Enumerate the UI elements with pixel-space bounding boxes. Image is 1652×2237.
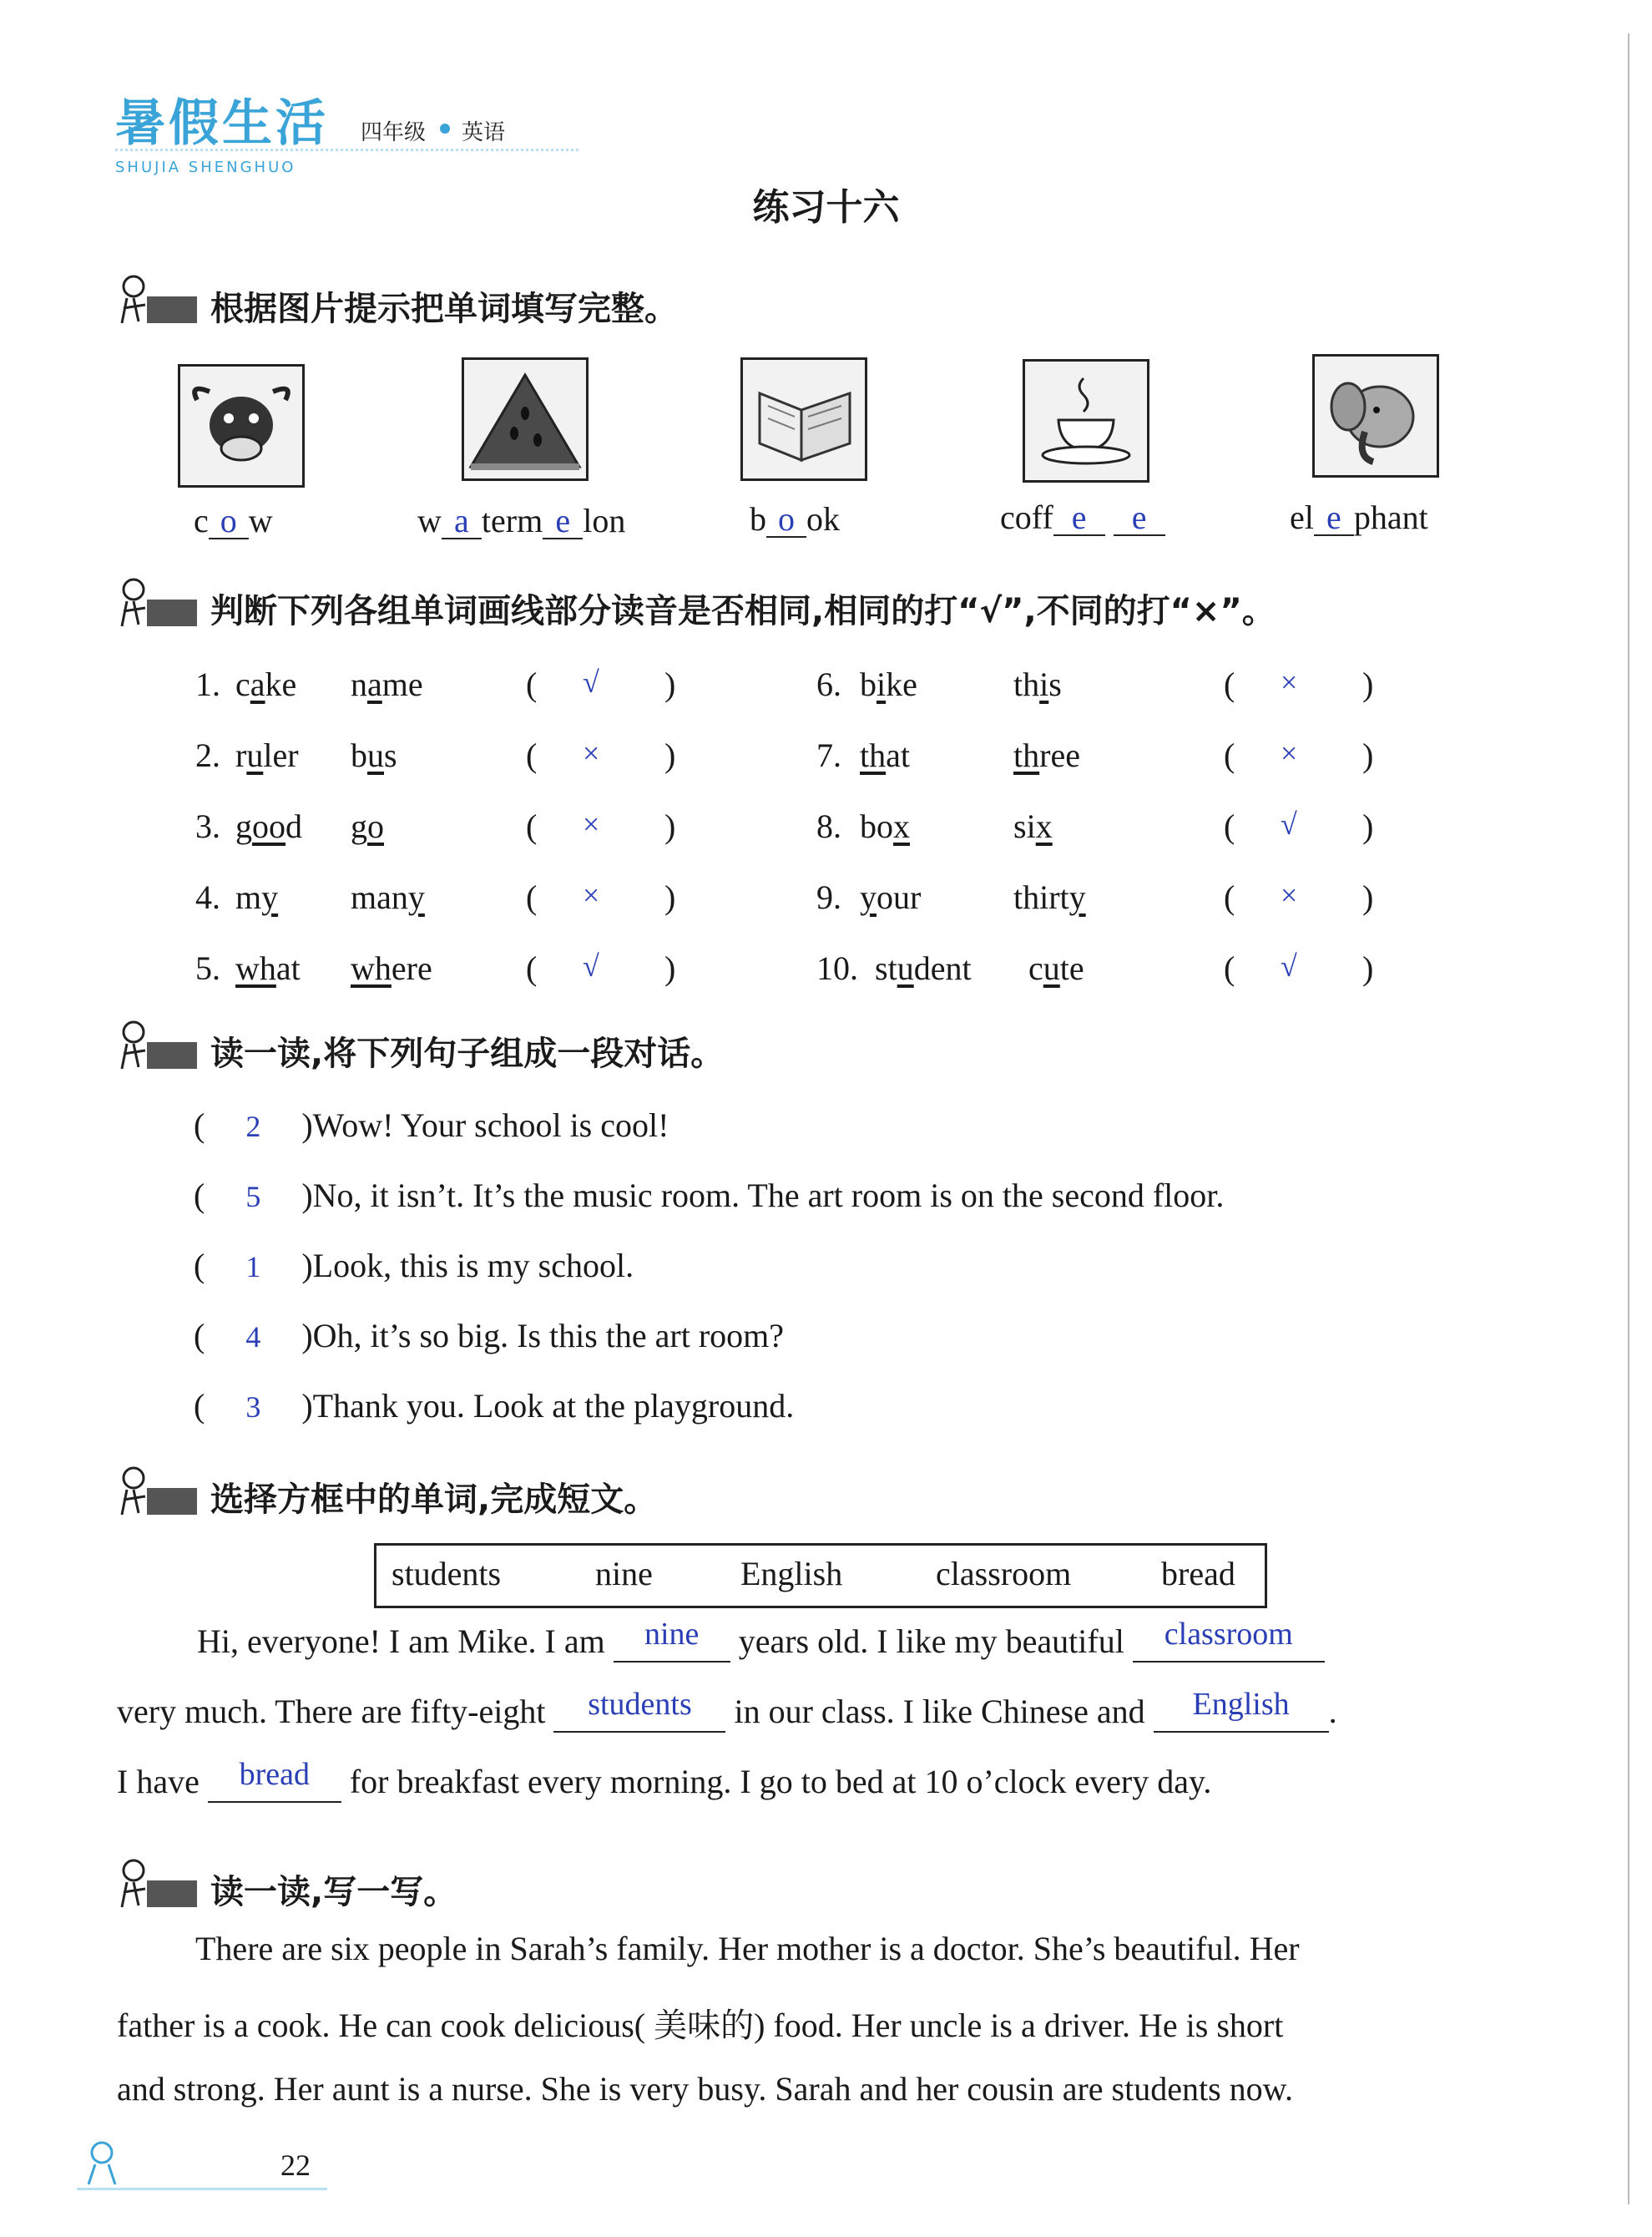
passage-line-2: very much. There are fifty-eight students in our class. I like Chinese and English . <box>117 1692 1337 1733</box>
watermelon-image <box>462 357 589 481</box>
reading-kid-icon <box>115 574 199 633</box>
header-divider <box>115 149 578 151</box>
word-1: my <box>235 878 279 916</box>
reading-line-1: There are six people in Sarah’s family. Her mother is a doctor. She’s beautiful. Her <box>195 1930 1300 1967</box>
paren-close: ) <box>301 1106 313 1144</box>
word-2: bus <box>351 736 397 774</box>
paren-open: ( <box>194 1317 205 1354</box>
blank-input[interactable]: e <box>1114 501 1165 536</box>
item-number: 9. <box>816 878 841 916</box>
word-2: where <box>351 949 432 987</box>
answer-mark[interactable]: √ <box>1281 949 1297 983</box>
spell-cow: c o w <box>194 502 273 539</box>
word-1: good <box>235 807 302 845</box>
item-number: 3. <box>195 807 220 845</box>
word-bank <box>374 1543 1267 1608</box>
paren-open: ( <box>526 949 538 987</box>
order-answer[interactable]: 3 <box>245 1390 261 1424</box>
item-number: 1. <box>195 666 220 703</box>
page-title: 练习十六 <box>752 186 900 229</box>
blank-input[interactable]: e <box>1314 501 1354 536</box>
word-1: bike <box>860 666 917 703</box>
answer-mark[interactable]: √ <box>583 949 599 983</box>
paren-close: ) <box>301 1317 313 1354</box>
item-number: 6. <box>816 666 841 703</box>
section5-instruction: 读一读,写一写。 <box>210 1873 457 1911</box>
paren-close: ) <box>1362 878 1374 916</box>
coffee-icon <box>1025 362 1147 480</box>
answer-mark[interactable]: √ <box>1281 807 1297 841</box>
grade-label: 四年级 <box>361 120 427 145</box>
item-number: 5. <box>195 949 220 987</box>
paren-close: ) <box>664 878 676 916</box>
section4-instruction: 选择方框中的单词,完成短文。 <box>210 1480 658 1519</box>
answer-mark[interactable]: × <box>583 878 600 912</box>
item-number: 2. <box>195 736 220 774</box>
spell-book: b o ok <box>750 500 840 538</box>
brand-pinyin: SHUJIA SHENGHUO <box>115 159 296 176</box>
paren-close: ) <box>1362 807 1374 845</box>
word-bank-item: students <box>392 1555 502 1592</box>
coffee-image <box>1023 359 1149 483</box>
answer-blank[interactable]: classroom <box>1133 1624 1325 1663</box>
word-1: student <box>875 949 972 987</box>
paren-close: ) <box>1362 666 1374 703</box>
book-icon <box>743 360 865 478</box>
dialogue-text: Look, this is my school. <box>312 1247 634 1284</box>
paren-close: ) <box>301 1177 313 1214</box>
item-number: 8. <box>816 807 841 845</box>
paren-close: ) <box>664 736 676 774</box>
word-1: cake <box>235 666 297 703</box>
book-image <box>740 357 867 481</box>
dialogue-row <box>194 1106 669 1145</box>
footer-line <box>77 2188 327 2190</box>
paren-open: ( <box>1224 666 1235 703</box>
paren-open: ( <box>1224 878 1235 916</box>
passage-line-1: Hi, everyone! I am Mike. I am nine years old. I like my beautiful classroom <box>197 1622 1325 1663</box>
elephant-image <box>1312 354 1439 478</box>
section1-instruction: 根据图片提示把单词填写完整。 <box>210 290 678 328</box>
section2-instruction: 判断下列各组单词画线部分读音是否相同,相同的打“√”,不同的打“×”。 <box>210 592 1276 630</box>
paren-open: ( <box>194 1177 205 1214</box>
subject-label: 英语 <box>462 120 506 145</box>
word-bank-item: English <box>740 1555 843 1592</box>
answer-mark[interactable]: √ <box>583 666 599 699</box>
answer-mark[interactable]: × <box>1281 736 1298 770</box>
answer-blank[interactable]: students <box>553 1694 725 1733</box>
answer-mark[interactable]: × <box>583 807 600 841</box>
word-2: go <box>351 807 384 845</box>
word-1: that <box>860 736 910 774</box>
paren-open: ( <box>526 736 538 774</box>
answer-blank[interactable]: English <box>1154 1694 1329 1733</box>
order-answer[interactable]: 2 <box>245 1110 261 1143</box>
paren-open: ( <box>1224 949 1235 987</box>
elephant-icon <box>1315 357 1437 475</box>
paren-close: ) <box>664 807 676 845</box>
item-number: 7. <box>816 736 841 774</box>
paren-close: ) <box>1362 949 1374 987</box>
answer-mark[interactable]: × <box>1281 878 1298 912</box>
dialogue-text: No, it isn’t. It’s the music room. The art room is on the second floor. <box>312 1177 1225 1214</box>
answer-mark[interactable]: × <box>583 736 600 770</box>
blank-input[interactable]: e <box>543 504 583 539</box>
reading-line-2: father is a cook. He can cook delicious( 美味的) food. Her uncle is a driver. He is short <box>117 2007 1284 2044</box>
cow-icon <box>180 367 302 485</box>
brand-logo: 暑假生活 <box>115 94 329 153</box>
word-1: your <box>860 878 922 916</box>
word-2: three <box>1013 736 1080 774</box>
paren-close: ) <box>301 1387 313 1425</box>
word-bank-item: bread <box>1161 1555 1235 1592</box>
dialogue-row <box>194 1316 784 1355</box>
blank-input[interactable]: o <box>766 503 806 538</box>
paren-open: ( <box>526 666 538 703</box>
reading-kid-icon <box>115 271 199 330</box>
paren-open: ( <box>1224 736 1235 774</box>
word-1: ruler <box>235 736 299 774</box>
word-1: what <box>235 949 301 987</box>
dialogue-row <box>194 1386 794 1425</box>
paren-open: ( <box>194 1387 205 1425</box>
dialogue-text: Thank you. Look at the playground. <box>312 1387 795 1425</box>
page-number: 22 <box>280 2148 311 2182</box>
word-2: many <box>351 878 425 916</box>
answer-blank[interactable]: nine <box>614 1624 730 1663</box>
paren-open: ( <box>194 1247 205 1284</box>
paren-open: ( <box>194 1106 205 1144</box>
dialogue-text: Wow! Your school is cool! <box>312 1106 669 1144</box>
spell-elephant: el e phant <box>1290 499 1428 536</box>
spell-watermelon: w a term e lon <box>417 502 626 539</box>
passage-line-3: I have bread for breakfast every morning. I go to bed at 10 o’clock every day. <box>117 1762 1211 1803</box>
word-2: cute <box>1028 949 1084 987</box>
cow-image <box>178 364 305 488</box>
reading-line-3: and strong. Her aunt is a nurse. She is very busy. Sarah and her cousin are students now. <box>117 2070 1293 2108</box>
spell-coffee: coff e e <box>1000 498 1165 537</box>
reading-kid-icon <box>115 1855 199 1914</box>
watermelon-icon <box>464 360 586 478</box>
dialogue-row <box>194 1176 1224 1215</box>
word-bank-item: nine <box>595 1555 653 1592</box>
item-number: 4. <box>195 878 220 916</box>
order-answer[interactable]: 4 <box>245 1320 261 1354</box>
paren-close: ) <box>301 1247 313 1284</box>
reading-kid-icon <box>115 1017 199 1075</box>
blank-input[interactable]: a <box>442 504 482 539</box>
answer-blank[interactable]: bread <box>208 1764 341 1803</box>
word-bank-item: classroom <box>936 1555 1072 1592</box>
word-2: thirty <box>1013 878 1086 916</box>
answer-mark[interactable]: × <box>1281 666 1298 699</box>
dot-icon <box>440 124 450 134</box>
paren-close: ) <box>1362 736 1374 774</box>
dialogue-text: Oh, it’s so big. Is this the art room? <box>312 1317 785 1354</box>
page-edge <box>1628 33 1631 2204</box>
section3-instruction: 读一读,将下列句子组成一段对话。 <box>210 1035 725 1073</box>
paren-open: ( <box>1224 807 1235 845</box>
paren-open: ( <box>526 807 538 845</box>
blank-input[interactable]: o <box>209 504 249 539</box>
paren-close: ) <box>664 949 676 987</box>
blank-input[interactable]: e <box>1053 501 1105 536</box>
order-answer[interactable]: 5 <box>245 1180 261 1213</box>
paren-open: ( <box>526 878 538 916</box>
order-answer[interactable]: 1 <box>245 1250 261 1283</box>
word-1: box <box>860 807 910 845</box>
word-2: name <box>351 666 423 703</box>
word-2: this <box>1013 666 1062 703</box>
dialogue-row <box>194 1246 634 1285</box>
footer-kid-icon <box>77 2138 127 2188</box>
reading-kid-icon <box>115 1463 199 1521</box>
paren-close: ) <box>664 666 676 703</box>
word-2: six <box>1013 807 1053 845</box>
item-number: 10. <box>816 949 858 987</box>
